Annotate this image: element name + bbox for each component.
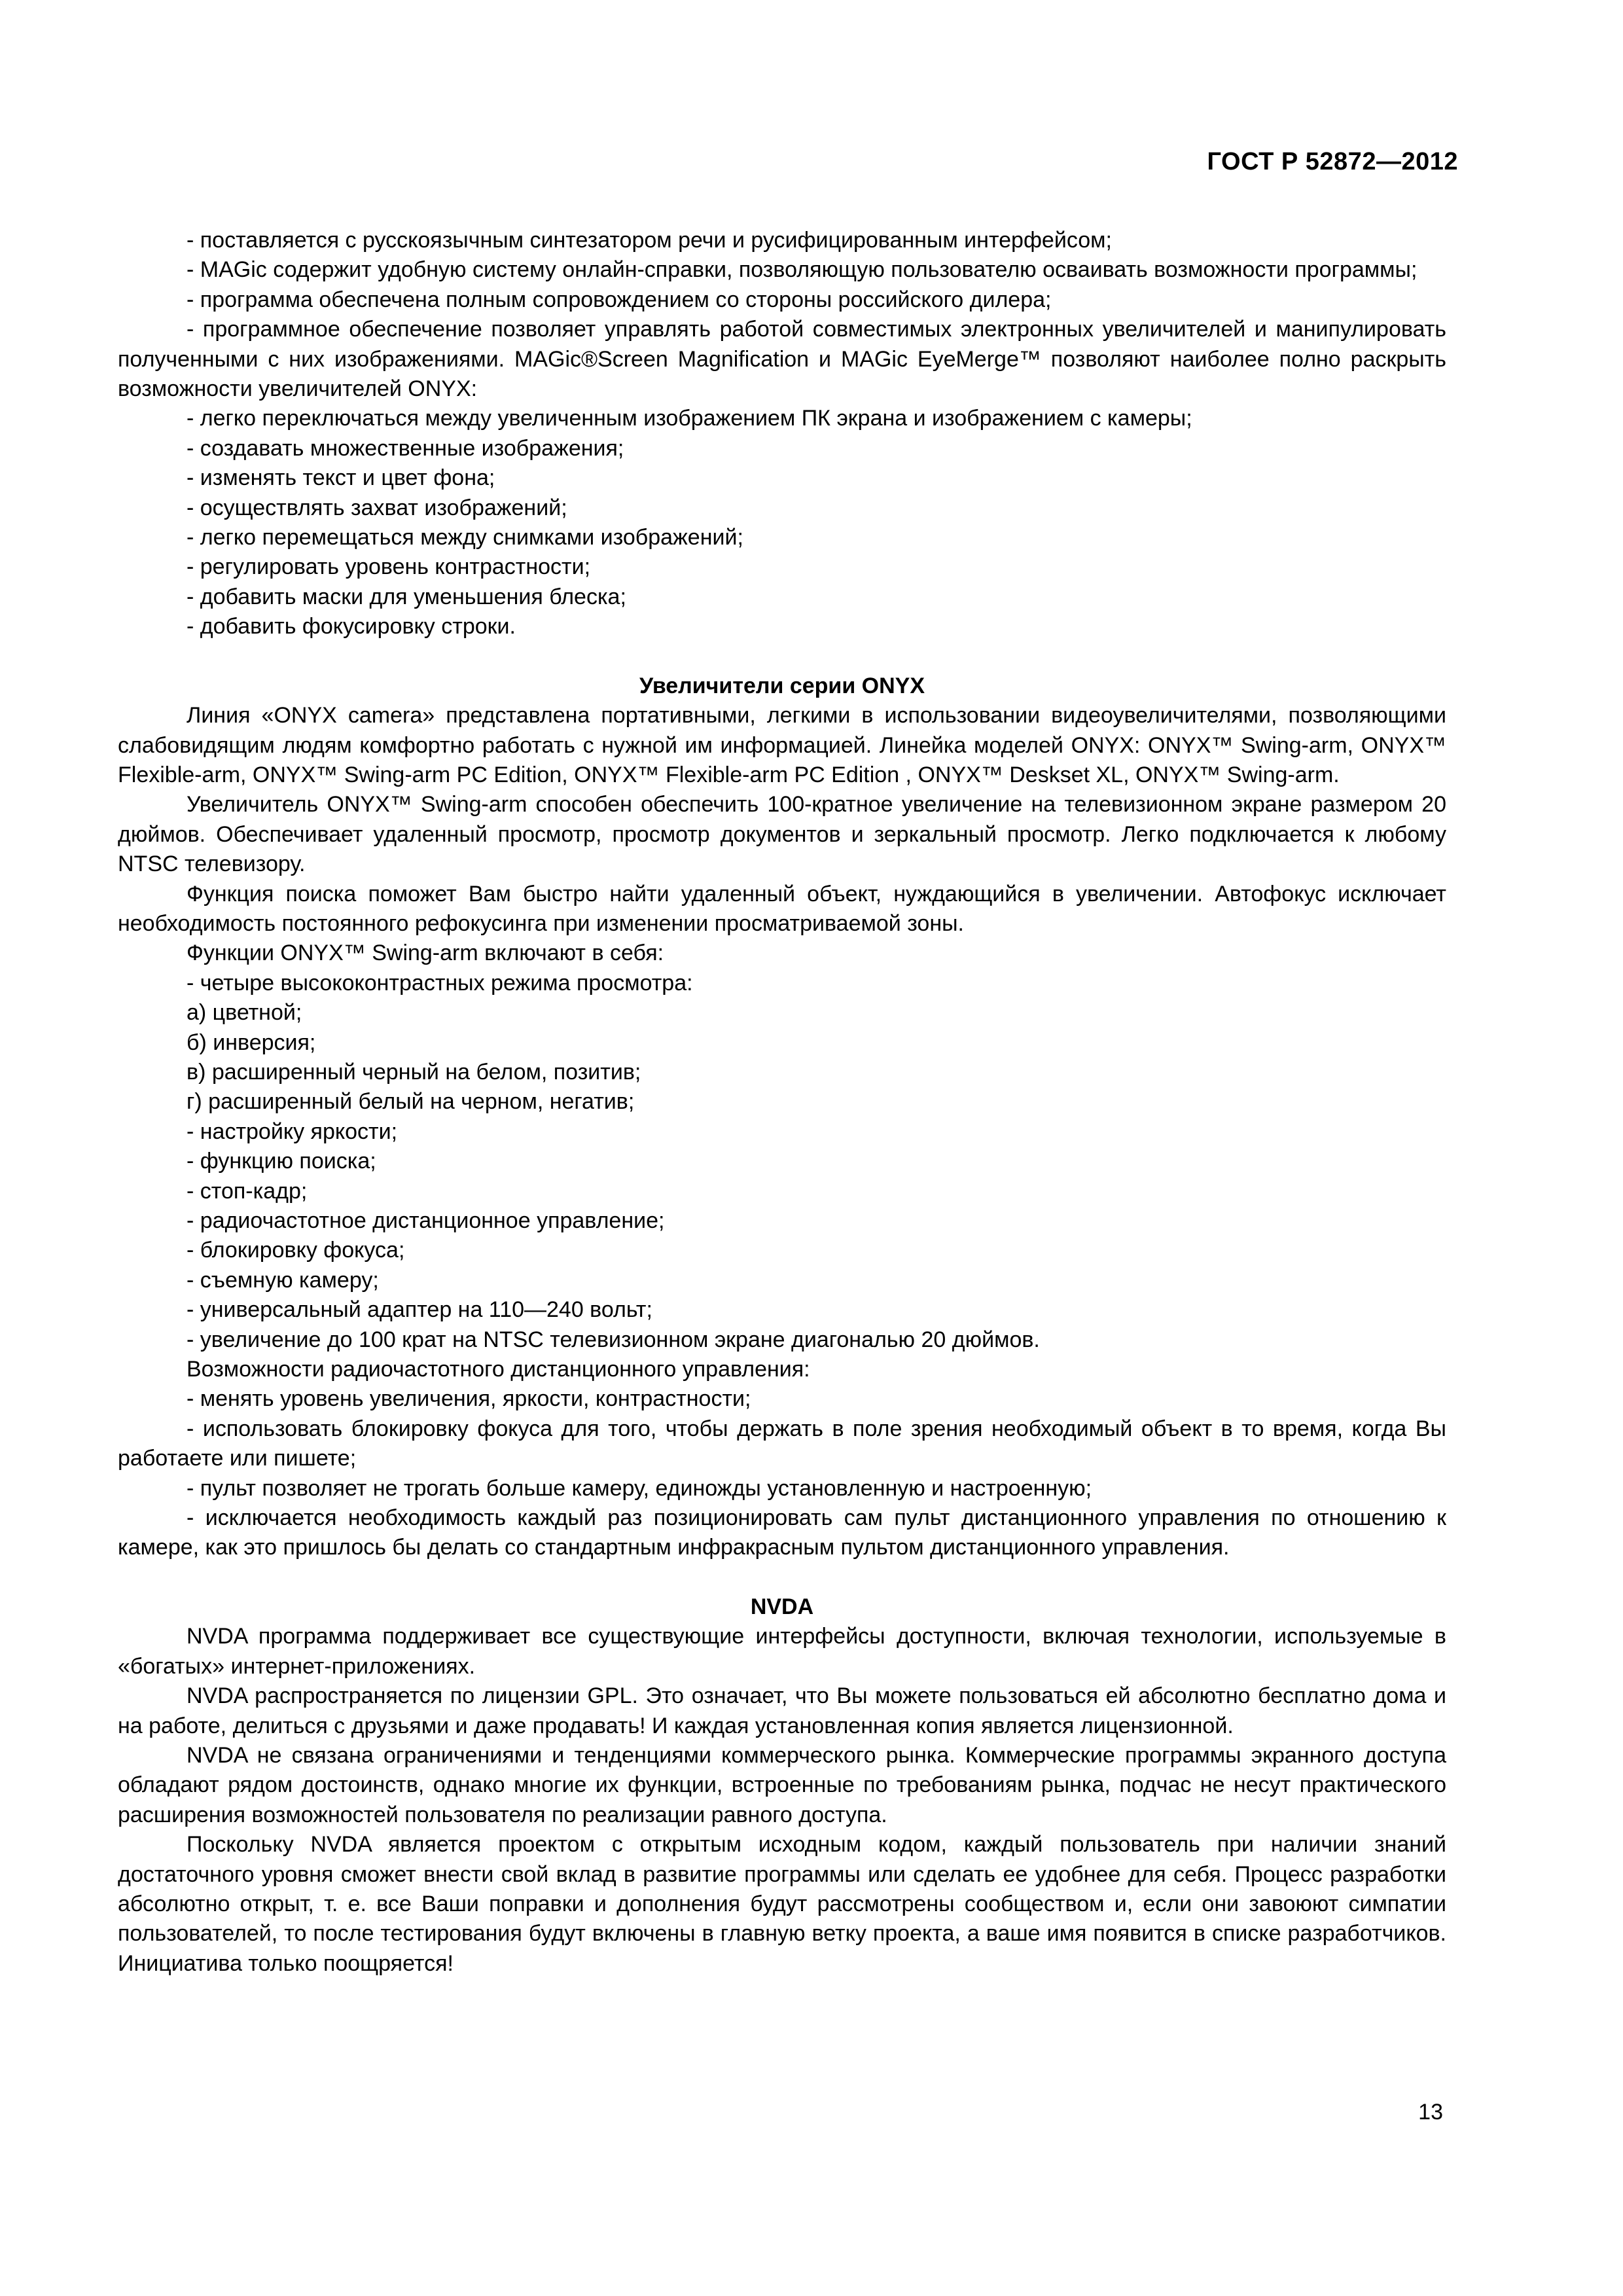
list-item: - поставляется с русскоязычным синтезатором речи и русифицированным интерфейсом; bbox=[187, 228, 1112, 253]
list-item: г) расширенный белый на черном, негатив; bbox=[187, 1089, 635, 1115]
paragraph: Увеличитель ONYX™ Swing-arm способен обеспечить 100-кратное увеличение на телевизионном экране размером 20 дюймов. Обеспечивает удаленный просмотр, просмотр документов и зеркальный просмотр. Легко подключается к любому NTSC телевизору. bbox=[118, 792, 1446, 877]
list-item: - увеличение до 100 крат на NTSC телевизионном экране диагональю 20 дюймов. bbox=[187, 1327, 1040, 1352]
page-number: 13 bbox=[1418, 2100, 1443, 2125]
nvda-section-body bbox=[118, 1622, 1446, 1979]
standard-designation: ГОСТ Р 52872—2012 bbox=[1207, 148, 1458, 175]
paragraph: Линия «ONYX camera» представлена портативными, легкими в использовании видеоувеличителями, позволяющими слабовидящим людям комфортно работать с нужной им информацией. Линейка моделей ONYX: ONYX™ Swing-arm, ONYX™ Flexible-arm, ONYX™ Swing-arm PC Edition, ONYX™ Flexible-arm PC Edition , ONYX™ Deskset XL, ONYX™ Swing-arm. bbox=[118, 703, 1446, 787]
list-item: - использовать блокировку фокуса для того, чтобы держать в поле зрения необходимый объект в то время, когда Вы работаете или пишете; bbox=[118, 1416, 1446, 1471]
magic-features-list bbox=[118, 226, 1446, 642]
paragraph: NVDA программа поддерживает все существующие интерфейсы доступности, включая технологии, используемые в «богатых» интернет-приложениях. bbox=[118, 1624, 1446, 1679]
list-item: - регулировать уровень контрастности; bbox=[187, 554, 591, 580]
list-item: - настройку яркости; bbox=[187, 1119, 398, 1144]
list-item: - блокировку фокуса; bbox=[187, 1238, 405, 1263]
list-item: - универсальный адаптер на 110—240 вольт; bbox=[187, 1297, 652, 1323]
list-item: - добавить маски для уменьшения блеска; bbox=[187, 584, 626, 609]
list-item: а) цветной; bbox=[187, 1000, 302, 1026]
list-item: - осуществлять захват изображений; bbox=[187, 495, 567, 520]
list-item: - программное обеспечение позволяет управлять работой совместимых электронных увеличителей и манипулировать полученными с них изображениями. MAGic®Screen Magnification и MAGic EyeMerge™ позволяют наиболее полно раскрыть возможности увеличителей ONYX: bbox=[118, 317, 1446, 402]
paragraph: NVDA распространяется по лицензии GPL. Это означает, что Вы можете пользоваться ей абсолютно бесплатно дома и на работе, делиться с друзьями и даже продавать! И каждая установленная копия является лицензионной. bbox=[118, 1683, 1446, 1738]
list-item: - создавать множественные изображения; bbox=[187, 435, 624, 461]
onyx-section-heading: Увеличители серии ONYX bbox=[639, 673, 925, 698]
list-item: - четыре высококонтрастных режима просмотра: bbox=[187, 970, 693, 996]
paragraph: Возможности радиочастотного дистанционного управления: bbox=[187, 1357, 810, 1382]
list-item: - легко перемещаться между снимками изображений; bbox=[187, 525, 743, 550]
list-item: - MAGic содержит удобную систему онлайн-справки, позволяющую пользователю осваивать возможности программы; bbox=[187, 257, 1418, 283]
paragraph: NVDA не связана ограничениями и тенденциями коммерческого рынка. Коммерческие программы экранного доступа обладают рядом достоинств, однако многие их функции, встроенные по требованиям рынка, подчас не несут практического расширения возможностей пользователя по реализации равного доступа. bbox=[118, 1742, 1446, 1827]
list-item: - менять уровень увеличения, яркости, контрастности; bbox=[187, 1386, 751, 1412]
list-item: - съемную камеру; bbox=[187, 1267, 379, 1293]
section-spacer bbox=[118, 642, 1446, 672]
list-item: - программа обеспечена полным сопровождением со стороны российского дилера; bbox=[187, 287, 1052, 312]
page-content bbox=[118, 226, 1446, 1979]
list-item: б) инверсия; bbox=[187, 1030, 316, 1055]
onyx-section-body bbox=[118, 701, 1446, 1563]
paragraph: Поскольку NVDA является проектом с открытым исходным кодом, каждый пользователь при наличии знаний достаточного уровня сможет внести свой вклад в развитие программы или сделать ее удобнее для себя. Процесс разработки абсолютно открыт, т. е. все Ваши поправки и дополнения будут рассмотрены сообществом и, если они завоюют симпатии пользователей, то после тестирования будут включены в главную ветку проекта, а ваше имя появится в списке разработчиков. Инициатива только поощряется! bbox=[118, 1832, 1446, 1976]
list-item: - исключается необходимость каждый раз позиционировать сам пульт дистанционного управления по отношению к камере, как это пришлось бы делать со стандартным инфракрасным пультом дистанционного управления. bbox=[118, 1505, 1446, 1560]
list-item: в) расширенный черный на белом, позитив; bbox=[187, 1059, 641, 1085]
nvda-section-heading: NVDA bbox=[750, 1594, 814, 1619]
paragraph: Функции ONYX™ Swing-arm включают в себя: bbox=[187, 941, 664, 966]
section-spacer bbox=[118, 1563, 1446, 1592]
list-item: - радиочастотное дистанционное управление; bbox=[187, 1208, 665, 1233]
list-item: - изменять текст и цвет фона; bbox=[187, 465, 495, 491]
paragraph: Функция поиска поможет Вам быстро найти удаленный объект, нуждающийся в увеличении. Автофокус исключает необходимость постоянного рефокусинга при изменении просматриваемой зоны. bbox=[118, 881, 1446, 936]
list-item: - стоп-кадр; bbox=[187, 1178, 308, 1204]
list-item: - добавить фокусировку строки. bbox=[187, 614, 516, 639]
list-item: - пульт позволяет не трогать больше камеру, единожды установленную и настроенную; bbox=[187, 1475, 1092, 1501]
list-item: - функцию поиска; bbox=[187, 1149, 376, 1174]
list-item: - легко переключаться между увеличенным изображением ПК экрана и изображением с камеры; bbox=[187, 406, 1192, 431]
